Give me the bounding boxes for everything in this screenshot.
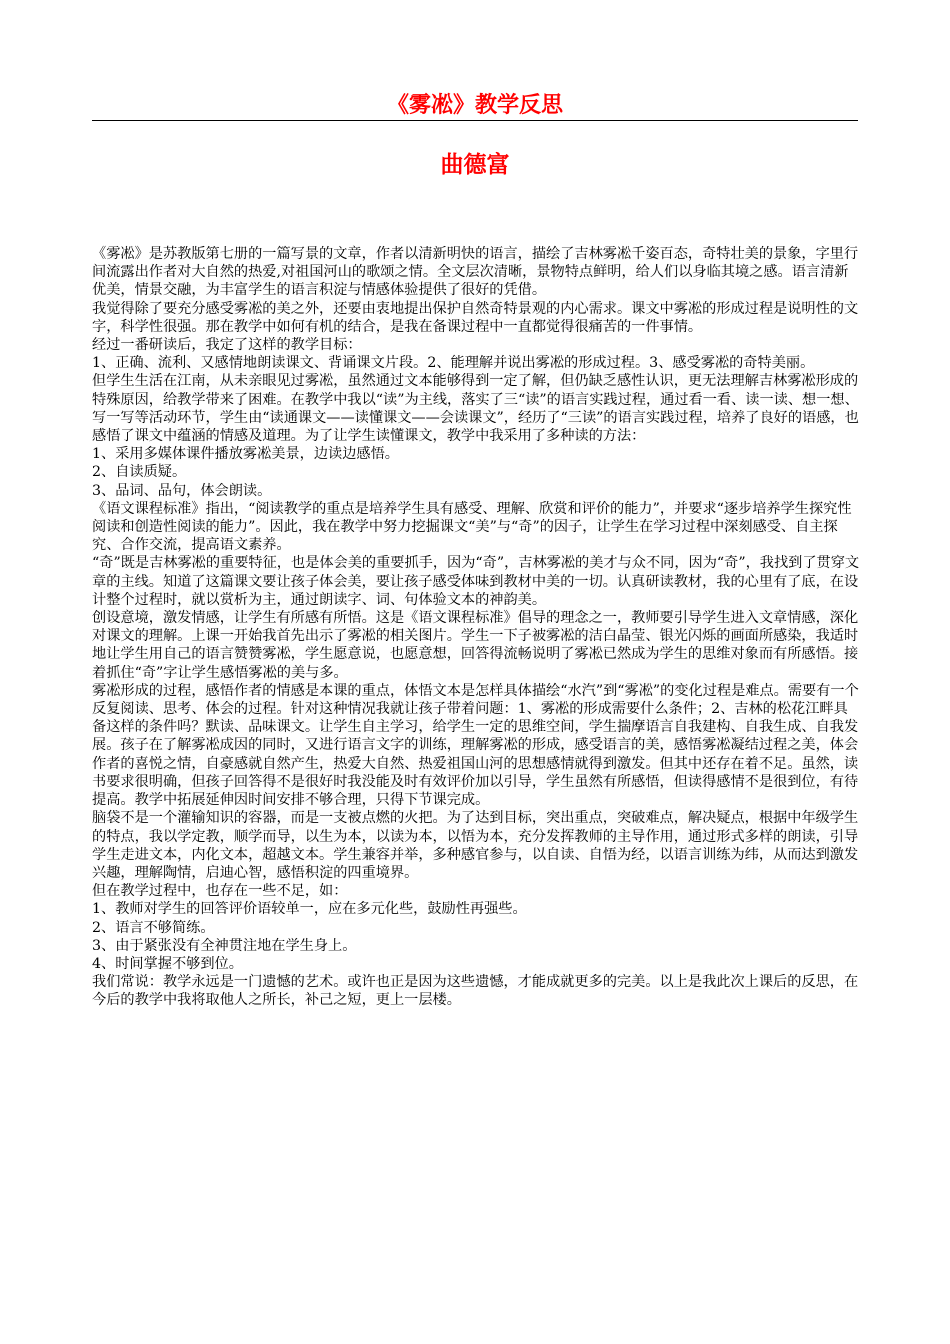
paragraph: 但在教学过程中，也存在一些不足，如： bbox=[92, 883, 348, 900]
paragraph: 创设意境，激发情感，让学生有所感有所悟。这是《语文课程标准》倡导的理念之一，教师要引导学生进入文章情感，深化对课文的理解。上课一开始我首先出示了雾凇的相关图片。学生一下子被雾凇的洁白晶莹、银光闪烁的画面所感染，我适时地让学生用自己的语言赞赞雾凇，学生愿意说，也愿意想，回答得流畅说明了雾凇已然成为学生的思维对象而有所感悟。接着抓住“奇”字让学生感悟雾凇的美与多。 bbox=[92, 610, 859, 681]
paragraph: 但学生生活在江南，从未亲眼见过雾凇，虽然通过文本能够得到一定了解，但仍缺乏感性认识，更无法理解吉林雾凇形成的特殊原因，给教学带来了困难。在教学中我以“读”为主线，落实了三“读”的语言实践过程，通过看一看、读一读、想一想、写一写等活动环节，学生由“读通课文——读懂课文——会读课文”，经历了“三读”的语言实践过程，培养了良好的语感，也感悟了课文中蕴涵的情感及道理。为了让学生读懂课文，教学中我采用了多种读的方法： bbox=[92, 373, 859, 445]
list-item: 2、语言不够简练。 bbox=[92, 919, 215, 936]
paragraph: 雾凇形成的过程，感悟作者的情感是本课的重点，体悟文本是怎样具体描绘“水汽”到“雾凇”的变化过程是难点。需要有一个反复阅读、思考、体会的过程。针对这种情况我就让孩子带着问题：1、雾凇的形成需要什么条件；2、吉林的松花江畔具备这样的条件吗？默读、品味课文。让学生自主学习，给学生一定的思维空间，学生揣摩语言自我建构、自我生成、自我发展。孩子在了解雾凇成因的同时，又进行语言文字的训练，理解雾凇的形成，感受语言的美，感悟雾凇凝结过程之美，体会作者的喜悦之情，自豪感就自然产生，热爱大自然、热爱祖国山河的思想感情就得到激发。但其中还存在着不足。虽然，读书要求很明确，但孩子回答得不是很好时我没能及时有效评价加以引导，学生虽然有所感悟，但读得感情不是很到位，有待提高。教学中拓展延伸因时间安排不够合理，只得下节课完成。 bbox=[92, 682, 859, 809]
document-title: 《雾凇》教学反思 bbox=[386, 92, 563, 118]
list-item: 3、品词、品句，体会朗读。 bbox=[92, 482, 272, 499]
paragraph: 脑袋不是一个灌输知识的容器，而是一支被点燃的火把。为了达到目标，突出重点，突破难点，解决疑点，根据中年级学生的特点，我以学定教，顺学而导，以生为本，以读为本，以悟为本，充分发挥教师的主导作用，通过形式多样的朗读，引导学生走进文本，内化文本，超越文本。学生兼容并举，多种感官参与，以自读、自悟为经，以语言训练为纬，从而达到激发兴趣，理解陶情，启迪心智，感悟积淀的四重境界。 bbox=[92, 810, 859, 881]
list-item: 1、采用多媒体课件播放雾凇美景，边读边感悟。 bbox=[92, 446, 399, 463]
list-item: 4、时间掌握不够到位。 bbox=[92, 955, 243, 972]
document-author: 曲德富 bbox=[440, 151, 510, 178]
paragraph: 《雾凇》是苏教版第七册的一篇写景的文章，作者以清新明快的语言，描绘了吉林雾凇千姿百态，奇特壮美的景象，字里行间流露出作者对大自然的热爱,对祖国河山的歌颂之情。全文层次清晰，景物特点鲜明，给人们以身临其境之感。语言清新优美，情景交融，为丰富学生的语言积淀与情感体验提供了很好的凭借。 bbox=[92, 246, 859, 299]
paragraph: “奇”既是吉林雾凇的重要特征，也是体会美的重要抓手，因为“奇”，吉林雾凇的美才与众不同，因为“奇”，我找到了贯穿文章的主线。知道了这篇课文要让孩子体会美，要让孩子感受体味到教材中美的一切。认真研读教材，我的心里有了底，在设计整个过程时，就以赏析为主，通过朗读字、词、句体验文本的神韵美。 bbox=[92, 555, 860, 608]
list-item: 1、教师对学生的回答评价语较单一，应在多元化些，鼓励性再强些。 bbox=[92, 901, 527, 918]
paragraph: 《语文课程标准》指出，“阅读教学的重点是培养学生具有感受、理解、欣赏和评价的能力”，并要求“逐步培养学生探究性阅读和创造性阅读的能力”。因此，我在教学中努力挖掘课文“美”与“奇”的因子，让学生在学习过程中深刻感受、自主探究、合作交流，提高语文素养。 bbox=[92, 500, 852, 554]
list-item: 2、自读质疑。 bbox=[92, 464, 187, 481]
paragraph: 经过一番研读后，我定了这样的教学目标： bbox=[92, 337, 362, 354]
paragraph: 我们常说：教学永远是一门遗憾的艺术。或许也正是因为这些遗憾，才能成就更多的完美。以上是我此次上课后的反思，在今后的教学中我将取他人之所长，补己之短，更上一层楼。 bbox=[92, 974, 859, 1009]
title-divider bbox=[92, 120, 858, 121]
document-body bbox=[92, 245, 860, 1010]
paragraph: 1、正确、流利、又感情地朗读课文、背诵课文片段。2、能理解并说出雾凇的形成过程。3、感受雾凇的奇特美丽。 bbox=[92, 355, 815, 372]
list-item: 3、由于紧张没有全神贯注地在学生身上。 bbox=[92, 937, 357, 954]
paragraph: 我觉得除了要充分感受雾凇的美之外，还要由衷地提出保护自然奇特景观的内心需求。课文中雾凇的形成过程是说明性的文字，科学性很强。那在教学中如何有机的结合，是我在备课过程中一直都觉得很痛苦的一件事情。 bbox=[92, 300, 859, 335]
